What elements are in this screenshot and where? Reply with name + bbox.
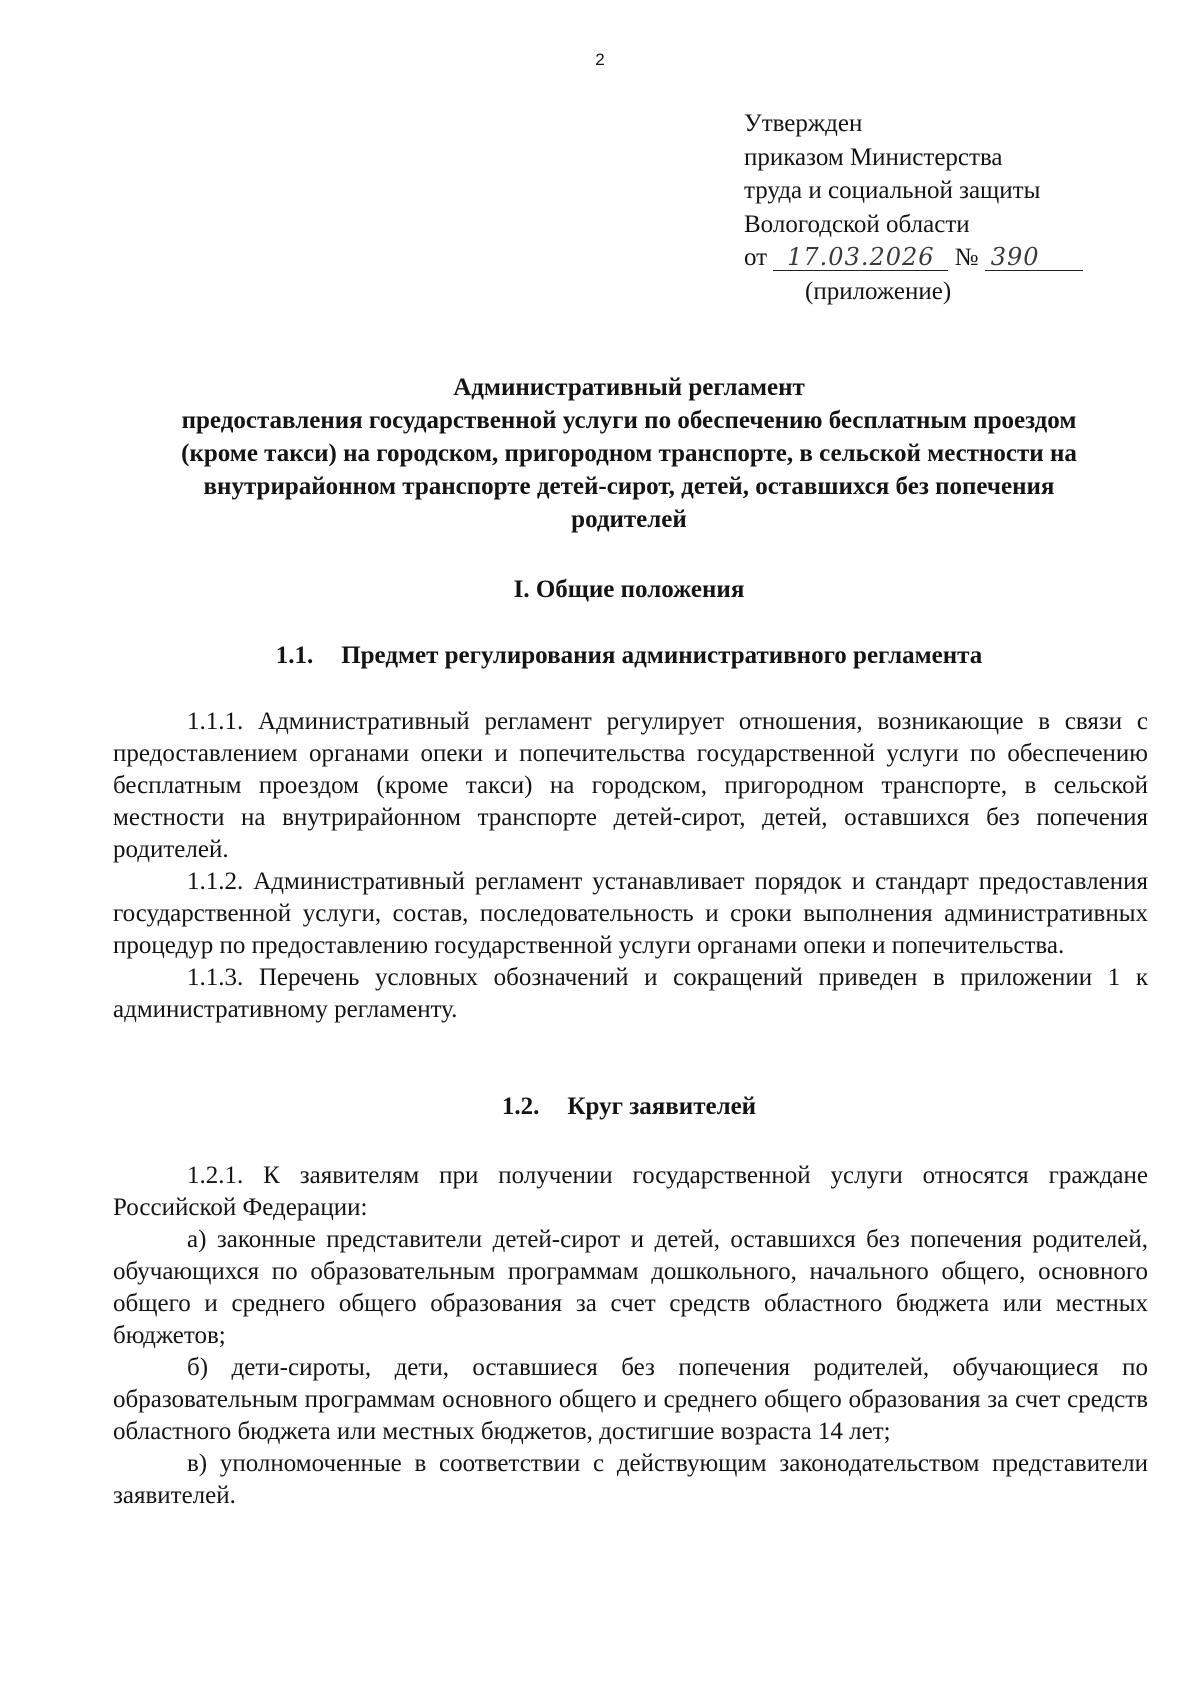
approval-line: приказом Министерства <box>744 143 1003 171</box>
paragraph: б) дети-сироты, дети, оставшиеся без попечения родителей, обучающиеся по образовательным программам основного общего и среднего общего образования за счет средств областного бюджета или местных бюджетов, достигшие возраста 14 лет; <box>113 1354 1148 1445</box>
approval-line: Вологодской области <box>744 210 970 238</box>
title-line: Административный регламент <box>453 374 805 401</box>
subsection-title: Предмет регулирования административного регламента <box>341 642 983 669</box>
page-number: 2 <box>595 50 605 69</box>
appendix-label: (приложение) <box>805 277 952 305</box>
subsection-number: 1.2. <box>501 1093 540 1120</box>
section-heading: I. Общие положения <box>513 576 745 603</box>
paragraph: в) уполномоченные в соответствии с действующим законодательством представители заявителей. <box>113 1450 1148 1509</box>
paragraph: а) законные представители детей-сирот и детей, оставшихся без попечения родителей, обучающихся по образовательным программам дошкольного, начального общего, основного общего и среднего общего образования за счет средств областного бюджета или местных бюджетов; <box>113 1226 1148 1349</box>
subsection-title: Круг заявителей <box>567 1093 757 1120</box>
title-line: внутрирайонном транспорте детей-сирот, детей, оставшихся без попечения <box>203 473 1055 500</box>
handwritten-date: 17.03.2026 <box>773 244 948 271</box>
subsection-heading <box>110 642 1148 670</box>
paragraph: 1.1.3. Перечень условных обозначений и сокращений приведен в приложении 1 к административному регламенту. <box>113 964 1148 1023</box>
handwritten-order-number: 390 <box>985 244 1083 271</box>
subsection-body <box>113 1160 1148 1512</box>
subsection-heading <box>110 1093 1148 1121</box>
approval-stamp-block <box>744 107 1083 308</box>
subsection-body <box>113 706 1148 1026</box>
paragraph: 1.1.2. Административный регламент устанавливает порядок и стандарт предоставления государственной услуги, состав, последовательность и сроки выполнения административных процедур по предоставлению государственной услуги органами опеки и попечительства. <box>113 868 1148 959</box>
approval-line: Утвержден <box>744 110 863 137</box>
date-prefix: от <box>744 244 768 271</box>
approval-line: труда и социальной защиты <box>744 177 1041 204</box>
approval-date-line <box>744 241 1083 275</box>
title-line: предоставления государственной услуги по обеспечению бесплатным проездом <box>181 407 1077 434</box>
paragraph: 1.2.1. К заявителям при получении государственной услуги относятся граждане Российской Федерации: <box>113 1162 1148 1221</box>
number-sign: № <box>954 244 979 271</box>
document-title <box>110 371 1148 536</box>
title-line: (кроме такси) на городском, пригородном транспорте, в сельской местности на <box>181 440 1077 467</box>
title-line: родителей <box>571 506 687 533</box>
paragraph: 1.1.1. Административный регламент регулирует отношения, возникающие в связи с предоставлением органами опеки и попечительства государственной услуги по обеспечению бесплатным проездом (кроме такси) на городском, пригородном транспорте, в сельской местности на внутрирайонном транспорте детей-сирот, детей, оставшихся без попечения родителей. <box>113 708 1148 863</box>
subsection-number: 1.1. <box>275 642 314 669</box>
